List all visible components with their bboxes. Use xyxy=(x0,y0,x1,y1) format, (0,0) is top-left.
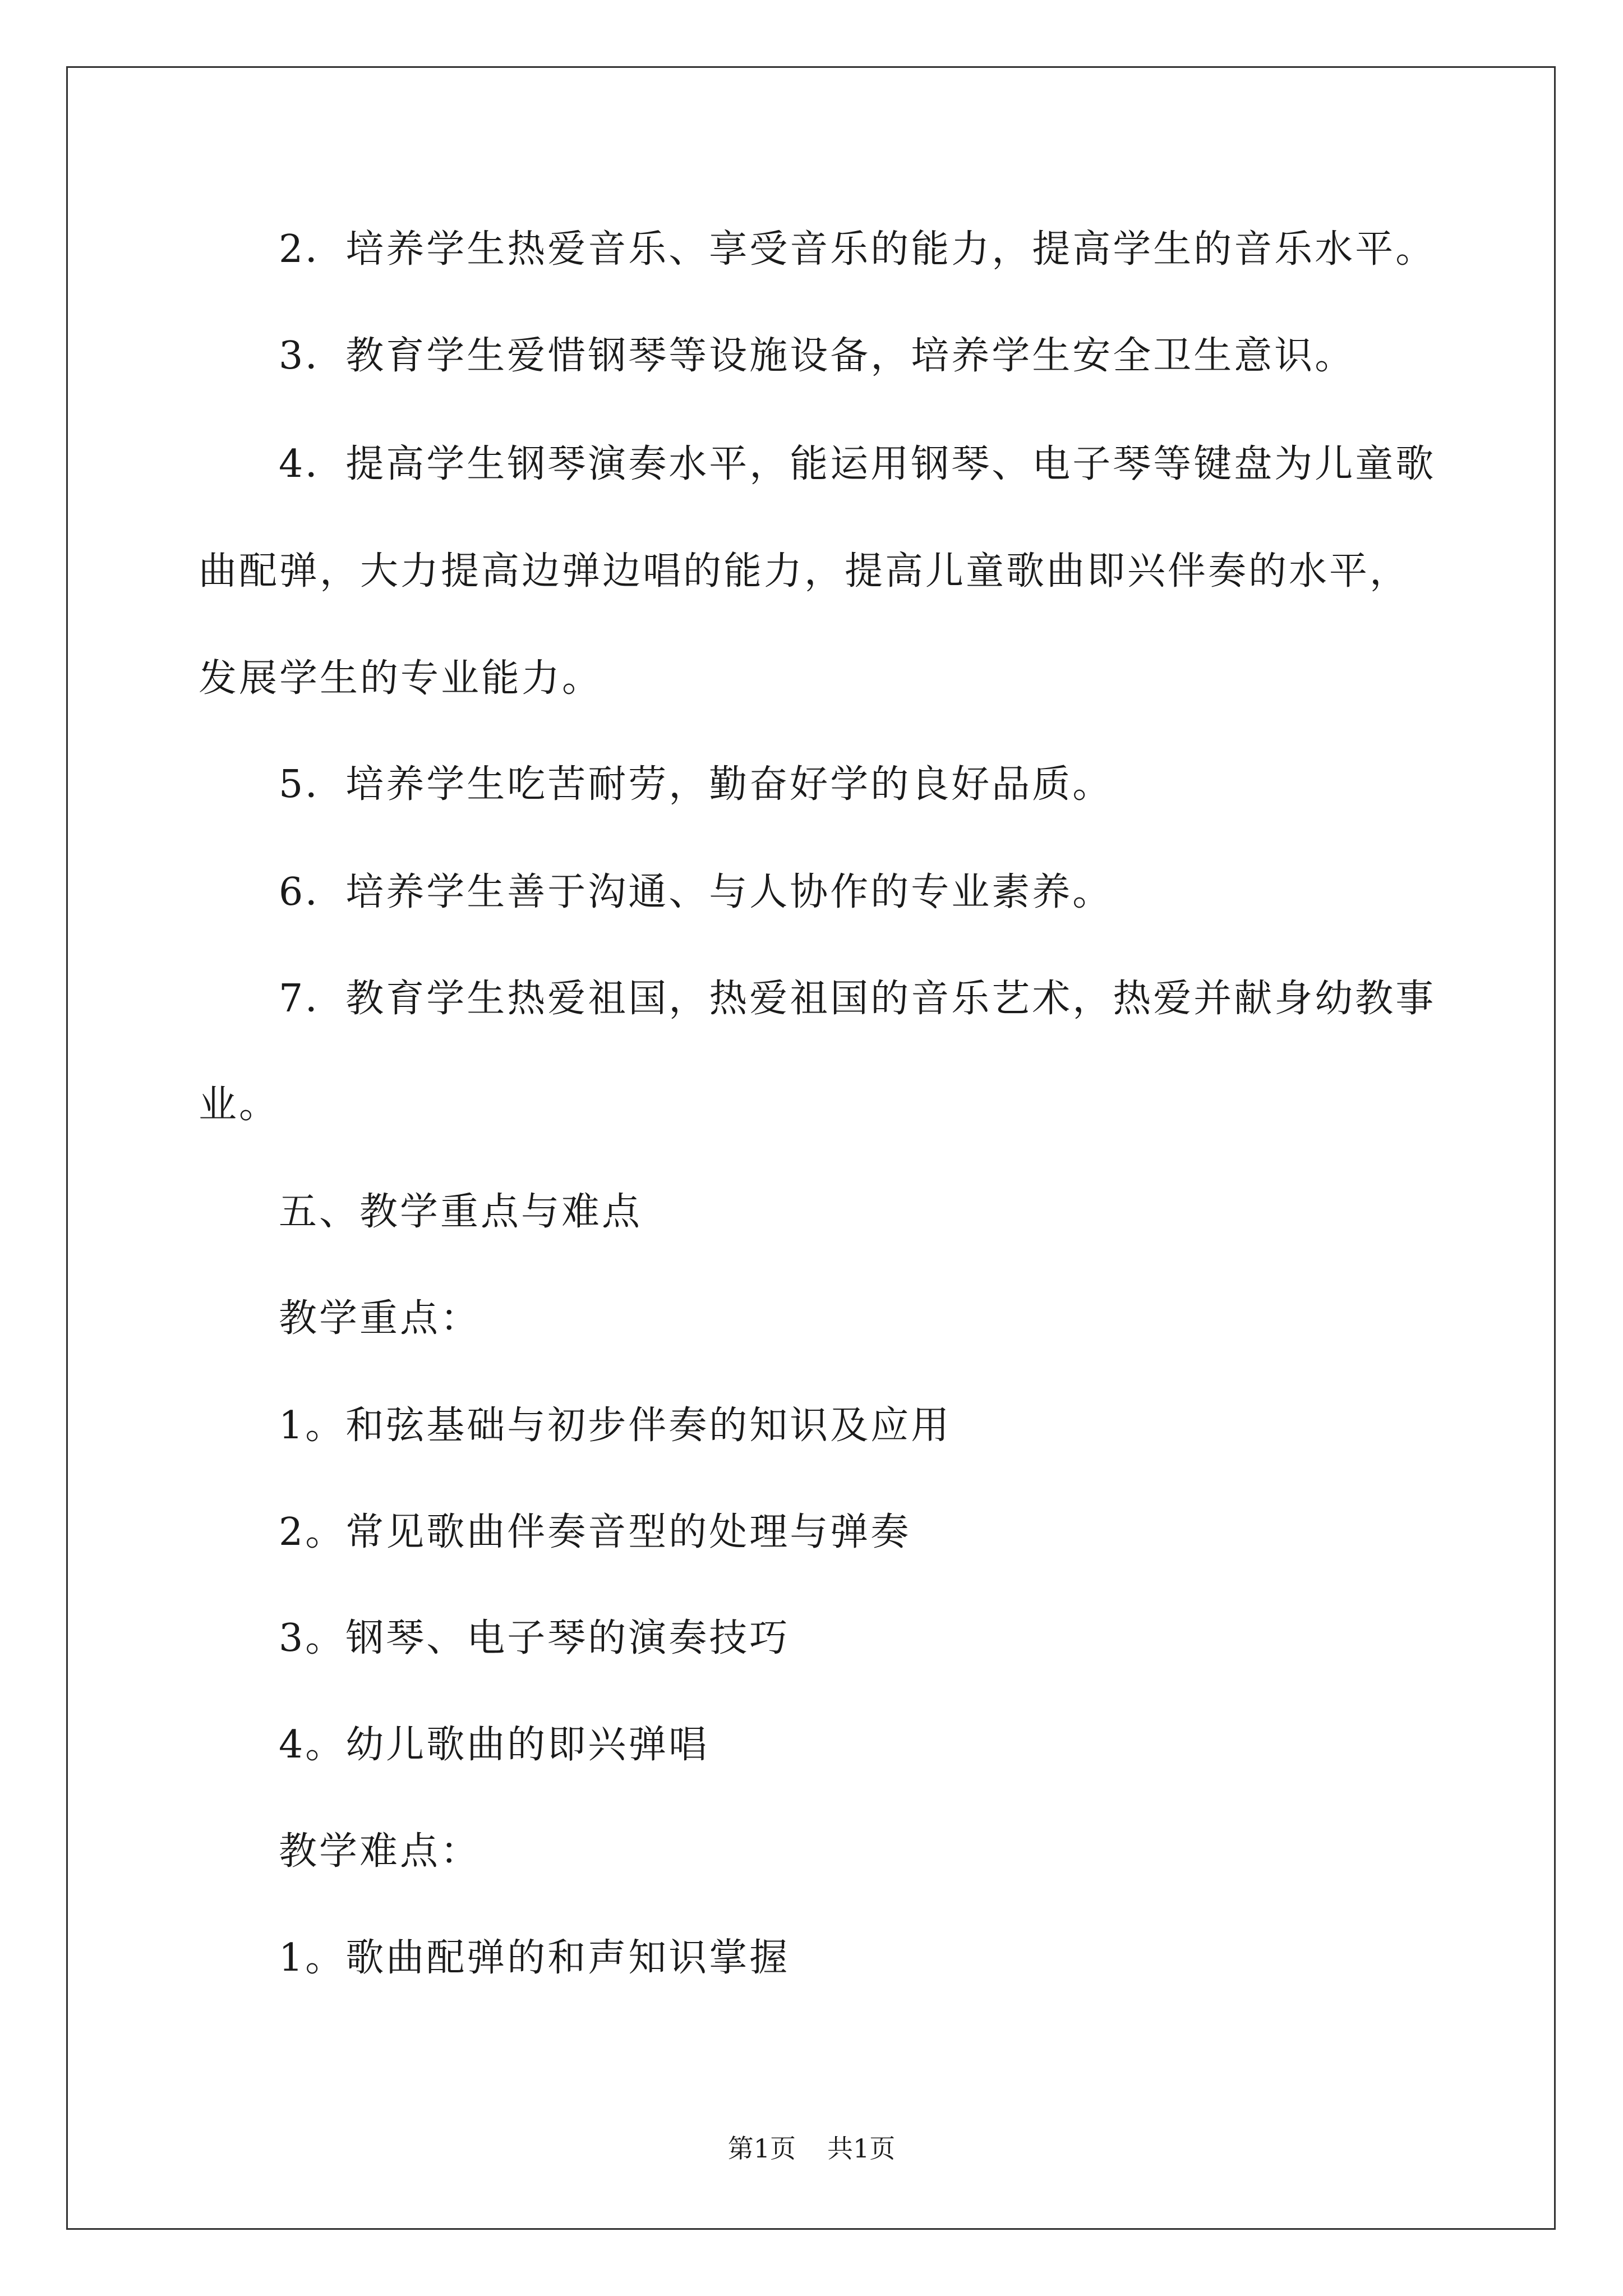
page-border xyxy=(66,66,1556,2230)
section-heading: 五、教学重点与难点 xyxy=(279,1190,643,1234)
page-number: 第1页 xyxy=(727,2133,796,2164)
paragraph-line: 6．培养学生善于沟通、与人协作的专业素养。 xyxy=(279,870,1113,914)
paragraph-line: 3．教育学生爱惜钢琴等设施设备，培养学生安全卫生意识。 xyxy=(279,334,1355,378)
page-footer xyxy=(0,2132,1623,2165)
list-item: 1。歌曲配弹的和声知识掌握 xyxy=(279,1936,790,1980)
paragraph-line: 4．提高学生钢琴演奏水平，能运用钢琴、电子琴等键盘为儿童歌 xyxy=(279,442,1436,486)
list-item: 1。和弦基础与初步伴奏的知识及应用 xyxy=(279,1404,952,1448)
paragraph-line: 发展学生的专业能力。 xyxy=(199,656,603,701)
list-item: 4。幼儿歌曲的即兴弹唱 xyxy=(279,1723,709,1767)
list-item: 3。钢琴、电子琴的演奏技巧 xyxy=(279,1616,790,1660)
list-item: 2。常见歌曲伴奏音型的处理与弹奏 xyxy=(279,1510,911,1554)
paragraph-line: 业。 xyxy=(199,1083,280,1127)
paragraph-line: 7．教育学生热爱祖国，热爱祖国的音乐艺术，热爱并献身幼教事 xyxy=(279,977,1436,1021)
paragraph-line: 2．培养学生热爱音乐、享受音乐的能力，提高学生的音乐水平。 xyxy=(279,227,1436,272)
page-total: 共1页 xyxy=(827,2133,896,2164)
subheading: 教学重点： xyxy=(279,1296,481,1341)
paragraph-line: 5．培养学生吃苦耐劳，勤奋好学的良好品质。 xyxy=(279,762,1113,807)
subheading: 教学难点： xyxy=(279,1829,481,1874)
paragraph-line: 曲配弹，大力提高边弹边唱的能力，提高儿童歌曲即兴伴奏的水平， xyxy=(199,549,1410,593)
